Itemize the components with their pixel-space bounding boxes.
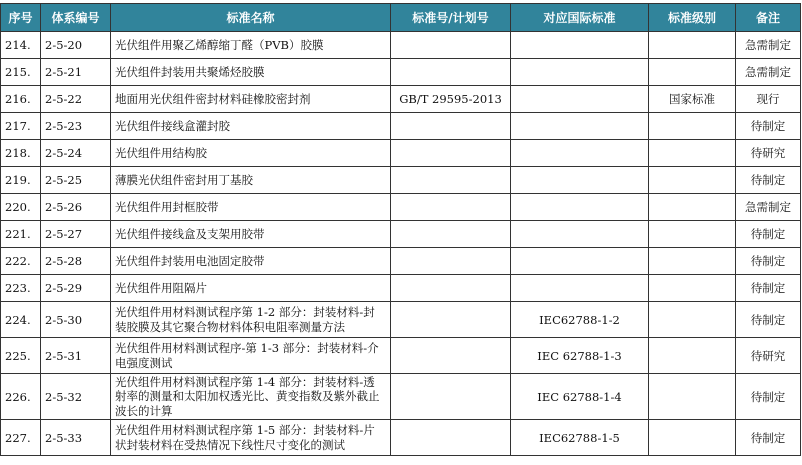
cell-intl — [511, 275, 649, 302]
table-row — [1, 86, 801, 113]
cell-intl — [511, 248, 649, 275]
cell-name: 地面用光伏组件密封材料硅橡胶密封剂 — [111, 86, 391, 113]
header-name: 标准名称 — [111, 4, 391, 32]
header-note: 备注 — [736, 4, 801, 32]
cell-std-no — [391, 302, 511, 338]
header-std-no: 标准号/计划号 — [391, 4, 511, 32]
standards-table — [0, 3, 801, 456]
cell-std-no — [391, 221, 511, 248]
cell-intl — [511, 86, 649, 113]
cell-note: 待制定 — [736, 302, 801, 338]
cell-seq: 217. — [1, 113, 41, 140]
cell-code: 2-5-23 — [41, 113, 111, 140]
cell-note: 急需制定 — [736, 32, 801, 59]
cell-name: 光伏组件用材料测试程序第 1-5 部分：封装材料-片状封装材料在受热情况下线性尺寸变化的测试 — [111, 420, 391, 456]
cell-seq: 222. — [1, 248, 41, 275]
cell-level — [649, 221, 736, 248]
cell-level: 国家标准 — [649, 86, 736, 113]
cell-code: 2-5-33 — [41, 420, 111, 456]
cell-intl — [511, 32, 649, 59]
table-row — [1, 194, 801, 221]
cell-code: 2-5-22 — [41, 86, 111, 113]
table-row — [1, 275, 801, 302]
cell-code: 2-5-31 — [41, 338, 111, 374]
cell-level — [649, 374, 736, 420]
cell-note: 待制定 — [736, 420, 801, 456]
cell-std-no — [391, 338, 511, 374]
cell-note: 急需制定 — [736, 59, 801, 86]
cell-intl — [511, 194, 649, 221]
cell-name: 光伏组件用材料测试程序第 1-4 部分：封装材料-透射率的测量和太阳加权透光比、黄变指数及紫外截止波长的计算 — [111, 374, 391, 420]
cell-name: 光伏组件接线盒及支架用胶带 — [111, 221, 391, 248]
cell-seq: 220. — [1, 194, 41, 221]
cell-name: 光伏组件用结构胶 — [111, 140, 391, 167]
cell-seq: 218. — [1, 140, 41, 167]
cell-std-no — [391, 248, 511, 275]
cell-code: 2-5-30 — [41, 302, 111, 338]
cell-name: 光伏组件用阻隔片 — [111, 275, 391, 302]
table-row — [1, 221, 801, 248]
cell-note: 待制定 — [736, 221, 801, 248]
cell-seq: 216. — [1, 86, 41, 113]
cell-code: 2-5-28 — [41, 248, 111, 275]
cell-note: 待制定 — [736, 113, 801, 140]
cell-level — [649, 32, 736, 59]
cell-name: 光伏组件封装用电池固定胶带 — [111, 248, 391, 275]
cell-note: 待研究 — [736, 140, 801, 167]
cell-code: 2-5-20 — [41, 32, 111, 59]
cell-name: 光伏组件用聚乙烯醇缩丁醛（PVB）胶膜 — [111, 32, 391, 59]
cell-name: 薄膜光伏组件密封用丁基胶 — [111, 167, 391, 194]
cell-level — [649, 302, 736, 338]
cell-std-no — [391, 113, 511, 140]
cell-std-no — [391, 140, 511, 167]
cell-level — [649, 275, 736, 302]
cell-note: 待制定 — [736, 374, 801, 420]
cell-code: 2-5-32 — [41, 374, 111, 420]
table-row — [1, 113, 801, 140]
cell-name: 光伏组件封装用共聚烯烃胶膜 — [111, 59, 391, 86]
header-level: 标准级别 — [649, 4, 736, 32]
cell-note: 待制定 — [736, 167, 801, 194]
table-row — [1, 420, 801, 456]
table-row — [1, 59, 801, 86]
cell-level — [649, 420, 736, 456]
table-header-row — [1, 4, 801, 32]
cell-seq: 221. — [1, 221, 41, 248]
table-row — [1, 140, 801, 167]
cell-intl — [511, 113, 649, 140]
cell-seq: 227. — [1, 420, 41, 456]
cell-code: 2-5-29 — [41, 275, 111, 302]
table-row — [1, 338, 801, 374]
cell-note: 现行 — [736, 86, 801, 113]
table-row — [1, 167, 801, 194]
cell-name: 光伏组件用材料测试程序-第 1-3 部分：封装材料-介电强度测试 — [111, 338, 391, 374]
cell-intl: IEC 62788-1-3 — [511, 338, 649, 374]
cell-intl — [511, 221, 649, 248]
cell-intl — [511, 167, 649, 194]
cell-seq: 215. — [1, 59, 41, 86]
cell-seq: 223. — [1, 275, 41, 302]
cell-std-no: GB/T 29595-2013 — [391, 86, 511, 113]
cell-level — [649, 338, 736, 374]
cell-seq: 214. — [1, 32, 41, 59]
cell-seq: 225. — [1, 338, 41, 374]
cell-code: 2-5-21 — [41, 59, 111, 86]
cell-level — [649, 248, 736, 275]
cell-std-no — [391, 167, 511, 194]
cell-intl — [511, 59, 649, 86]
cell-code: 2-5-26 — [41, 194, 111, 221]
cell-intl: IEC 62788-1-4 — [511, 374, 649, 420]
cell-seq: 224. — [1, 302, 41, 338]
cell-note: 待制定 — [736, 248, 801, 275]
cell-code: 2-5-25 — [41, 167, 111, 194]
cell-std-no — [391, 32, 511, 59]
cell-std-no — [391, 374, 511, 420]
cell-seq: 219. — [1, 167, 41, 194]
cell-name: 光伏组件接线盒灌封胶 — [111, 113, 391, 140]
header-intl: 对应国际标准 — [511, 4, 649, 32]
cell-intl — [511, 140, 649, 167]
cell-std-no — [391, 420, 511, 456]
cell-level — [649, 194, 736, 221]
cell-code: 2-5-27 — [41, 221, 111, 248]
cell-note: 待制定 — [736, 275, 801, 302]
header-code: 体系编号 — [41, 4, 111, 32]
header-seq: 序号 — [1, 4, 41, 32]
table-row — [1, 32, 801, 59]
cell-level — [649, 167, 736, 194]
cell-level — [649, 140, 736, 167]
cell-level — [649, 59, 736, 86]
table-body — [1, 32, 801, 456]
cell-name: 光伏组件用封框胶带 — [111, 194, 391, 221]
cell-seq: 226. — [1, 374, 41, 420]
cell-std-no — [391, 194, 511, 221]
table-row — [1, 374, 801, 420]
cell-name: 光伏组件用材料测试程序第 1-2 部分：封装材料-封装胶膜及其它聚合物材料体积电阻率测量方法 — [111, 302, 391, 338]
table-row — [1, 302, 801, 338]
cell-intl: IEC62788-1-5 — [511, 420, 649, 456]
cell-level — [649, 113, 736, 140]
cell-intl: IEC62788-1-2 — [511, 302, 649, 338]
cell-std-no — [391, 275, 511, 302]
cell-note: 待研究 — [736, 338, 801, 374]
cell-note: 急需制定 — [736, 194, 801, 221]
table-row — [1, 248, 801, 275]
cell-code: 2-5-24 — [41, 140, 111, 167]
cell-std-no — [391, 59, 511, 86]
